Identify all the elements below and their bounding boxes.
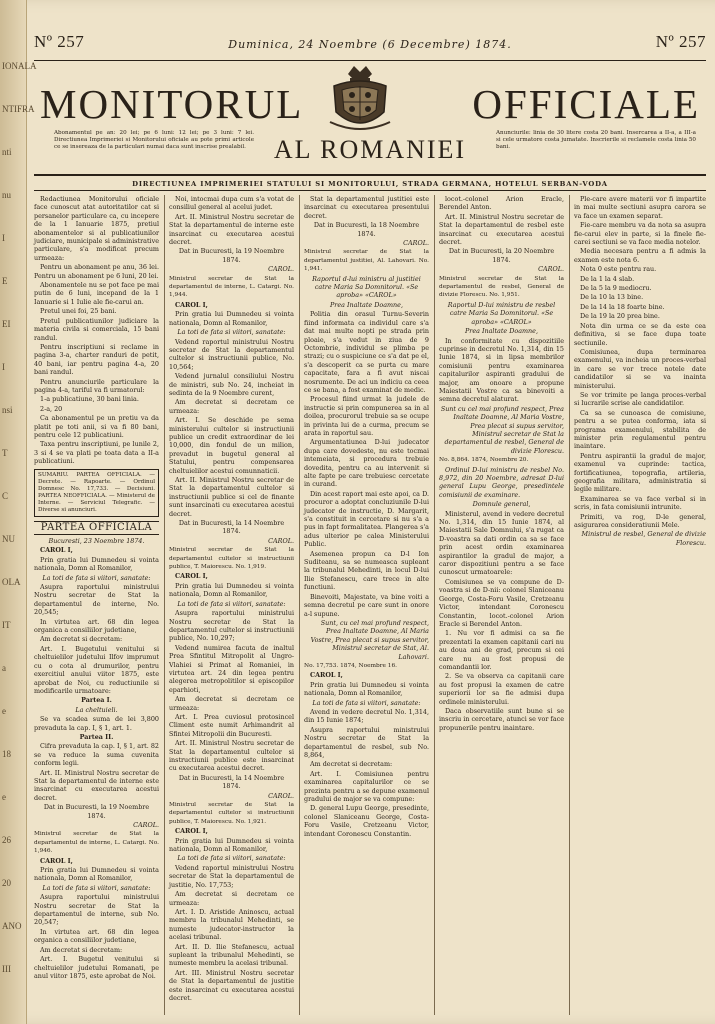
article-paragraph: Ordinul D-lui ministru de resbel No. 8,972, din 20 Noembre, adresat D-lui general Lupu George, presedintele comisiunii de examinare. (439, 465, 564, 499)
article-paragraph: Cifra prevaduta la cap. I, § 1, art. 82 se va reduce la suma cuvenita conform legii. (34, 742, 159, 768)
article-paragraph: Prin gratia lui Dumnedeu si vointa nationala, Domn al Romanilor, (304, 680, 429, 698)
article-paragraph: Procesul fiind urmat la judele de instructie si prin compunerea sa in al doilea, procurorul trebuie sa se ocupe in privinta lui de a curma, precum se arata in raportul sau. (304, 395, 429, 437)
article-paragraph: Redactiunea Monitorului oficiale face cunoscut atat autoritatilor cat si persanelor particulare ca, cu incepere de la 1 Ianuarie 1875, pretiul abonamentelor si al publicatiunilor judiciare, municipale si administrative particulare, s'a modificat precum urmeaza: (34, 195, 159, 262)
subscription-notice: Abonamentul pe an: 20 lei; pe 6 luni: 12 lei; pe 3 luni: 7 lei. Directiunea Imprimeriei si Monitorului oficiale au pote primi articole ce se insereaza de la particulari numai daca sunt inscrise prealabil. (54, 130, 254, 150)
issue-header-row (34, 32, 706, 60)
column-4 (439, 195, 564, 1015)
issue-number-right: Nº 257 (655, 32, 706, 51)
article-paragraph: Art. I. Bugetului venitului si cheltuielilor judetului Ilfov imprumut cu o cota al drumurilor, pentru exercitiul anului viitor 1875, este aprobat de Noi, cu reductiunile si modificarile urmatoare: (34, 644, 159, 695)
announcement-rates: Anunciurile: linia de 30 litere costa 20 bani. Insercarea a II-a, a III-a si cele urmatore costa jumatate. Inscrierile si reclamele costa linia 50 bani. (496, 130, 696, 150)
edge-fragment: e (2, 792, 6, 802)
column-divider (434, 195, 435, 1015)
article-paragraph: Primiti, va rog, D-le general, asigurarea consideratiunii Mele. (574, 512, 706, 530)
article-paragraph: No. 17,753. 1874, Noembre 16. (304, 662, 398, 669)
edge-fragment: OLA (2, 577, 21, 587)
edge-fragment: 20 (2, 878, 11, 888)
article-paragraph: De la 19 la 20 prea bine. (580, 312, 660, 321)
article-paragraph: La cheltuieli. (75, 705, 118, 714)
article-paragraph: Daca observatiile sunt bune si se inscriu in cercetare, atunci se vor face propunerile pentru inaintare. (439, 706, 564, 732)
article-paragraph: Pretul unei foi, 25 bani. (40, 307, 117, 316)
issue-number-left: Nº 257 (34, 32, 85, 51)
article-paragraph: 1. Nu vor fi admisi ca sa fie prezentati la examen capitanii cari nu au doua ani de grad, precum si cei care nu au fost propusi de comandantii lor. (439, 629, 564, 671)
edge-fragment: 18 (2, 749, 11, 759)
masthead-title-left: MONITORUL (40, 81, 304, 127)
article-paragraph: Abonamentele nu se pot face pe mai putin de 6 luni, incepand de la 1 Ianuarie si 1 Iulie ale fie-carui an. (34, 281, 159, 306)
summary-box: SUMARIU. PARTEA OFFICIALA. — Decrete. — Rapoarte. — Ordinul Domnesc No. 17,733. — Decisiuni. PARTEA NEOFFICIALA. — Ministerul de Interne. — Serviciul Telegrafic. — Diverse si anunciuri. (34, 469, 159, 517)
article-paragraph: Partea I. (81, 696, 112, 705)
publisher-banner: DIRECTIUNEA IMPRIMERIEI STATULUI SI MONITORULUI, STRADA GERMANA, HOTELUL SERBAN-VODA (132, 180, 608, 188)
article-paragraph: Pentru aspirantii la gradul de major, examenul va cuprinde: tactica, fortificatiunea, topografia, artileria, geografia militara, administratia si legile militare. (574, 451, 706, 494)
article-paragraph: Prea Inaltate Doamne, (329, 300, 403, 309)
article-paragraph: Ple-care avere materii vor fi impartite in mai multe sectiuni asupra carora se va face un examen separat. (574, 195, 706, 220)
article-paragraph: Binevoiti, Majestate, va bine voiti a semna decretul pe care sunt in onore a-l supune. (304, 592, 429, 618)
edge-fragment: nti (2, 147, 12, 157)
article-paragraph: Bucuresti, 23 Noembre 1874. (48, 537, 145, 545)
edge-fragment: I (2, 362, 5, 372)
article-paragraph: Noi, intocmai dupa cum s'a votat de consiliul general al acelui judet. (169, 195, 294, 212)
article-paragraph: Stat la departamentul justitiei este insarcinat cu executarea presentului decret. (304, 195, 429, 220)
article-paragraph: Din acest raport mai este apoi, ca D. procuror a adoptat concluziunile D-lui judecator de instructie, D. Margarit, s'a constituit in cercetare si nu s'a a pus in fapt formalitatea. Plangerea s'a adus ulterior pe calea Ministerului Public. (304, 489, 429, 549)
article-paragraph: Dat in Bucuresti, la 19 Noembre 1874. (178, 247, 285, 264)
edge-fragment: C (2, 491, 9, 501)
article-paragraph: Art. II. D. Ilie Stefanescu, actual supleant la tribunalul Mehedinti, se numeste membru la acelasi tribunal. (169, 942, 294, 968)
article-paragraph: CAROL I, (310, 671, 343, 680)
column-2 (169, 195, 294, 1015)
article-paragraph: 2-a, 20 (40, 404, 63, 413)
article-paragraph: De la 10 la 13 bine. (580, 293, 644, 302)
edge-fragment: E (2, 276, 8, 286)
coat-of-arms-icon (328, 62, 392, 136)
article-paragraph: Vedend raportul ministrului Nostru secretar de Stat la departamentul cultelor si instructiunii publice, No. 10,564; (169, 337, 294, 371)
article-paragraph: De la 1 la 4 slab. (580, 274, 635, 283)
article-paragraph: Pentru un abonament pe anu, 36 lei. Pentru un abonament pe 6 luni, 20 lei. (34, 263, 159, 280)
article-paragraph: Art. II. Ministrul Nostru secretar de Stat la departamentul de interne este insarcinat cu executarea acestui decret. (34, 768, 159, 802)
article-paragraph: CAROL. (538, 265, 564, 274)
article-paragraph: Art. I. Bugetul venitului si cheltuielilor judetului Romanati, pe anul viitor 1875, este aprobat de Noi. (34, 955, 159, 980)
article-paragraph: D. general Lupu George, presedinte, colonel Slaniceanu George, Costa-Foru Vasile, Cretzeanu Victor, intendant Coronescu Constantin. (304, 804, 429, 838)
column-divider (569, 195, 570, 1015)
article-paragraph: CAROL I, (40, 546, 73, 555)
article-paragraph: locot.-colonel Arion Eracle, Berendel Anton. (439, 195, 564, 212)
article-paragraph: Partea II. (79, 732, 114, 741)
article-paragraph: Art. II. Ministrul Nostru secretar de Stat la departamentul cultelor si instructiunii publice si cel de finante sunt insarcinati cu executarea acestui decret. (169, 476, 294, 518)
article-paragraph: Fie-care membru va da nota sa asupra fie-carui elev in parte, si la finele fie-carei sectiuni se va face media notelor. (574, 221, 706, 247)
article-paragraph: CAROL I, (40, 856, 73, 865)
article-paragraph: Am decretat si decretam: (40, 945, 123, 954)
article-paragraph: Media necesara pentru a fi admis la examen este nota 6. (574, 247, 706, 264)
column-3 (304, 195, 429, 1015)
article-paragraph: Prin gratia lui Dumnedeu si vointa nationala, Domn al Romanilor, (169, 310, 294, 327)
article-paragraph: CAROL. (403, 239, 429, 248)
article-paragraph: CAROL. (133, 821, 159, 829)
article-paragraph: Am decretat si decretam: (310, 760, 393, 769)
article-paragraph: Ministrul de resbel, General de divizie Florescu. (581, 530, 706, 547)
article-paragraph: Am decretat si decretam ce urmeaza: (169, 695, 294, 712)
article-paragraph: Am decretat si decretam ce urmeaza: (169, 398, 294, 415)
article-paragraph: Dat in Bucuresti, la 19 Noembre 1874. (43, 803, 150, 820)
article-paragraph: Raportul D-lui ministru de resbel catre Maria Sa Domnitorul. «Se aproba» «CAROL» (447, 300, 556, 326)
article-paragraph: Dat in Bucuresti, la 20 Noembre 1874. (448, 247, 555, 264)
article-paragraph: Art. II. Ministrul Nostru secretar de Stat la departamentul de resbel este insarcinat cu executarea acestui decret. (439, 212, 564, 247)
article-paragraph: La toti de fata si viitori, sanatate: (42, 573, 151, 582)
edge-fragment: NU (2, 534, 15, 544)
edge-fragment: a (2, 663, 6, 673)
article-paragraph: Nota din urma ce se da este cea definitiva, si se face dupa toate sectiunile. (574, 321, 706, 347)
article-paragraph: CAROL I, (175, 300, 208, 309)
article-paragraph: In virtutea art. 68 din legea organica a consiliilor judetiane, (34, 617, 159, 635)
article-paragraph: Ca sa se cunoasca de comisiune, pentru a se putea conforma, iata si programa examenului, stabilita de minister prin regulamentul pentru inaintare. (574, 408, 706, 451)
top-rule (34, 60, 706, 61)
article-paragraph: No. 8,864. 1874, Noembre 20. (439, 457, 529, 464)
article-paragraph: Art. I. D. Aristide Aninoscu, actual membru la tribunalul Mehedinti, se numeste judecator-instructor la acelasi tribunal. (169, 907, 294, 942)
article-paragraph: Vedend raportul ministrului Nostru secretar de Stat la departamentul de justitie, No. 17,753; (169, 863, 294, 889)
article-paragraph: 2. Se va observa ca capitanii care au fost propusi la examen de catre superiorii lor sa fie admisi dupa ordinele ministerului. (439, 672, 564, 706)
article-paragraph: Art. I. Prea cuviosul protosincel Climent este numit Arhimandrit al Sfintei Mitropolii din Bucuresti. (169, 712, 294, 738)
article-paragraph: Ministrul secretar de Stat la departamentul cultelor si instructiunii publice, T. Maiorescu. No. 1,919. (169, 547, 294, 571)
article-paragraph: Art. II. Ministrul Nostru secretar de Stat la departamentul cultelor si instructiunii publice este insarcinat cu executarea acestui decret. (169, 739, 294, 773)
article-paragraph: In virtutea art. 68 din legea organica a consiliilor judetiane, (34, 927, 159, 945)
article-paragraph: Prin gratia lui Dumnedeu si vointa nationala, Domn al Romanilor, (34, 555, 159, 573)
article-paragraph: Dat in Bucuresti, la 18 Noembre 1874. (313, 221, 420, 238)
edge-fragment: nsi (2, 405, 13, 415)
edge-fragment: NTIFRA (2, 104, 35, 114)
column-5 (574, 195, 706, 1015)
article-paragraph: Asupra raportului ministrului Nostru secretar de Stat la departamentul de interne, No. 20,545; (34, 583, 159, 617)
article-paragraph: CAROL I, (175, 827, 208, 836)
banner-rule-top (34, 174, 706, 176)
masthead (34, 80, 706, 130)
article-paragraph: Ministrul secretar de Stat la departamentul justitiei, Al. Lahovari. No. 1,941. (304, 249, 429, 273)
article-paragraph: Asupra raportului ministrului Nostru secretar de Stat la departamentul cultelor si instructiunii publice, No. 10,297; (169, 609, 294, 643)
column-divider (299, 195, 300, 1015)
edge-fragment: EI (2, 319, 11, 329)
article-paragraph: Prin gratia lui Dumnedeu si vointa nationala, Domn al Romanilor, (169, 581, 294, 599)
article-paragraph: CAROL. (268, 536, 294, 545)
article-paragraph: Dat in Bucuresti, la 14 Noembre 1874. (178, 773, 285, 791)
article-paragraph: Raportul d-lui ministru al justitiei catre Maria Sa Domnitorul. «Se aproba» «CAROL» (312, 274, 421, 300)
article-paragraph: CAROL I, (175, 572, 208, 581)
article-paragraph: Prea Inaltate Doamne, (464, 327, 538, 336)
article-paragraph: Domnule general, (472, 500, 531, 509)
section-heading-official: PARTEA OFFICIALA (34, 521, 159, 535)
article-paragraph: Art. I. Se deschide pe sema ministerului cultelor si instructiunii publice un credit extraordinar de lei 10,000, din fondul de un milion, prevadut in bugetul general al Statului, pentru compensarea cheltuielilor acestui comunnaticii. (169, 416, 294, 475)
article-paragraph: Art. I. Comisiunea pentru examinarea capitalurilor ce se prezinta pentru a se depune examenul gradului de major se va compune: (304, 769, 429, 804)
column-divider (164, 195, 165, 1015)
article-paragraph: Examinarea se va face verbal si in scris, in fata comisiunii intrunite. (574, 494, 706, 512)
article-paragraph: Se vor trimite pe langa proces-verbal si lucrarile scrise ale candidatilor. (574, 390, 706, 408)
article-paragraph: Se va scadea suma de lei 3,800 prevaduta la cap. I, § 1, art. 1. (34, 715, 159, 732)
banner-rule-bottom (34, 190, 706, 191)
edge-fragment: IT (2, 620, 11, 630)
article-paragraph: Prin gratia lui Dumnedeu si vointa nationala, Domn al Romanilor, (169, 836, 294, 854)
article-paragraph: Vedend jurnalul consiliului Nostru de ministri, sub No. 24, incheiat in sedinta de la 9 Noembre curent, (169, 372, 294, 397)
article-paragraph: De la 5 la 9 mediocru. (580, 284, 652, 293)
article-paragraph: Art. II. Ministrul Nostru secretar de Stat la departamentul de interne este insarcinat cu executarea acestui decret. (169, 212, 294, 247)
article-paragraph: Ministrul secretar de Stat la departamentul cultelor si instructiunii publice, T. Maiorescu. No. 1,921. (169, 802, 294, 825)
article-paragraph: Comisiunea se va compune de D-voastra si de D-nii: colonel Slaniceanu George, Costa-Foru Vasile, Cretzeanu Victor, intendant Coronescu Constantin, locot.-colonel Arion Eracle si Berendel Anton. (439, 577, 564, 628)
article-paragraph: La toti de fata si viitori, sanatate: (177, 328, 286, 337)
article-paragraph: La toti de fata si viitori, sanatate: (177, 599, 286, 608)
article-paragraph: CAROL. (268, 791, 294, 800)
article-paragraph: CAROL. (268, 265, 294, 274)
article-paragraph: Ministrul secretar de Stat la departamentul de interne, L. Catargi. No. 1,944. (169, 275, 294, 299)
masthead-subtitle: AL ROMANIEI (273, 135, 467, 164)
article-paragraph: La toti de fata si viitori, sanatate: (42, 883, 151, 892)
article-paragraph: Sunt cu cel mai profund respect, Prea Inaltate Doamne, Al Maria Vostre, Prea plecat si supus servitor, Ministrul secretar de Stat la departamentul de resbel, General de divizie Florescu. (440, 404, 564, 455)
edge-fragment: nu (2, 190, 11, 200)
article-paragraph: Taxa pentru inscriptiuni, pe lunile 2, 3 si 4 se va plati pe toata data a II-a publicatiuni. (34, 440, 159, 466)
adjacent-page-edge (0, 0, 37, 1024)
article-paragraph: Dat in Bucuresti, la 14 Noembre 1874. (178, 519, 285, 536)
edge-fragment: IONALA (2, 61, 37, 71)
column-1 (34, 195, 159, 1015)
article-paragraph: Ministrul secretar de Stat la departamentul de interne, L. Catargi. No. 1,946. (34, 831, 159, 855)
article-paragraph: Nota 0 este pentru rau. (580, 265, 657, 274)
edge-fragment: e (2, 706, 6, 716)
article-paragraph: In conformitate cu dispozitiile cuprinse in decretul No. 1,314, din 15 Iunie 1874, si in lipsa membrilor comisiunii pentru examinarea capitalurilor aspiranti gradului de major, am onoare a propune Maiestatii Vostre ca sa binevoiti a semna decretul alaturat. (439, 336, 564, 404)
article-paragraph: Am decretat si decretam ce urmeaza: (169, 890, 294, 907)
article-paragraph: Am decretat si decretam: (40, 635, 123, 644)
article-paragraph: Prin gratia lui Dumnedeu si vointa nationala, Domn al Romanilor, (34, 866, 159, 883)
article-paragraph: Pentru inscriptiuni si reclame in pagina 3-a, charter randuri de petit, 40 bani, iar pentru pagina 4-a, 20 bani randul. (34, 342, 159, 377)
issue-dateline: Duminica, 24 Noembre (6 Decembre) 1874. (228, 38, 512, 51)
article-paragraph: 1-a publicatiune, 30 bani linia. (40, 395, 139, 404)
article-paragraph: De la 14 la 18 foarte bine. (580, 302, 665, 311)
article-paragraph: La toti de fata si viitori, sanatate: (312, 698, 421, 707)
article-paragraph: Pretul publicatiunilor judiciare la materia civila si comerciala, 15 bani randul. (34, 316, 159, 342)
edge-fragment: III (2, 964, 11, 974)
article-paragraph: Ministrul secretar de Stat la departamentul de resbel, General de divizie Florescu. No. 1,951. (439, 275, 564, 299)
article-paragraph: Politia din orasul Turnu-Severin fiind informata ca individul care s'a dat mai multe nopti pe strada prin ploaie, s'a vedut in ziua de 9 Octombrie, individul se plimba pe strazi; cu o suspiciune ce s'a dat pe el, s'a descoperit ca se purta cu mare capacitate, fara a fi avut niscai nosrumente. De aci un indiciu ca ceea ce se bana, a fost examinat de medic. (304, 310, 429, 394)
article-paragraph: Ca abonamentul pe un pretiu va da platit pe toti anii, si va fi 80 bani, pentru cele 12 publicatiuni. (34, 414, 159, 439)
article-paragraph: Art. III. Ministrul Nostru secretar de Stat la departamentul de justitie este insarcinat cu executarea acestui decret. (169, 968, 294, 1002)
edge-fragment: T (2, 448, 8, 458)
edge-fragment: ANO (2, 921, 22, 931)
article-paragraph: Asemenea propun ca D-l Ion Suditeanu, sa se numeasca supleant la tribunalul Mehedinti, in locul D-lui Ilie Stefanescu, care trece in alte functiuni. (304, 549, 429, 592)
masthead-title-right: OFFICIALE (472, 81, 700, 127)
article-paragraph: Argumentatiunea D-lui judecator dupa care dovedeste, nu este tocmai intemeiata, si procedura trebuie dovedita, pentru ca au intervenit si alte fapte pe care trebuiesc cercetate in curand. (304, 438, 429, 489)
article-paragraph: Pentru anunciurile particulare la pagina 4-a, tariful va fi urmatorul: (34, 377, 159, 394)
article-columns (34, 195, 706, 1015)
article-paragraph: Comisiunea, dupa terminarea examenului, va incheia un proces-verbal in care se vor trece notele date candidatilor si se va inainta ministerului. (574, 347, 706, 390)
article-paragraph: Avend in vedere decretul No. 1,314, din 15 Iunie 1874; (304, 707, 429, 725)
article-paragraph: Sunt, cu cel mai profund respect, Prea Inaltate Doamne, Al Maria Vostre, Prea plecat si supus servitor, Ministrul secretar de Stat, Al. Lahovari. (310, 618, 429, 661)
article-paragraph: Asupra raportului ministrului Nostru secretar de Stat la departamentul de interne, sub No. 20,547; (34, 893, 159, 927)
edge-fragment: 26 (2, 835, 11, 845)
article-paragraph: Asupra raportului ministrului Nostru secretar de Stat la departamentul de resbel, sub No. 8,864, (304, 725, 429, 759)
article-paragraph: La toti de fata si viitori, sanatate: (177, 854, 286, 863)
article-paragraph: Vedend numirea facuta de inaltul Prea Sfintitul Mitropolit al Ungro-Vlahiei si Primat al Romaniei, in virtutea art. 24 din legea pentru alegerea metropolitilor si episcopilor eparhioti, (169, 643, 294, 694)
article-paragraph: Ministerul, avend in vedere decretul No. 1,314, din 15 Iunie 1874, al Maiestatii Sale Domnului, s'a rugat ca D-voastra sa dati ordin ca sa se face prin acest ordin examinarea aspirantilor la gradul de major, a caror dispozitiuni pentru a se face cunoscut urmatoarele: (439, 509, 564, 577)
edge-fragment: I (2, 233, 5, 243)
